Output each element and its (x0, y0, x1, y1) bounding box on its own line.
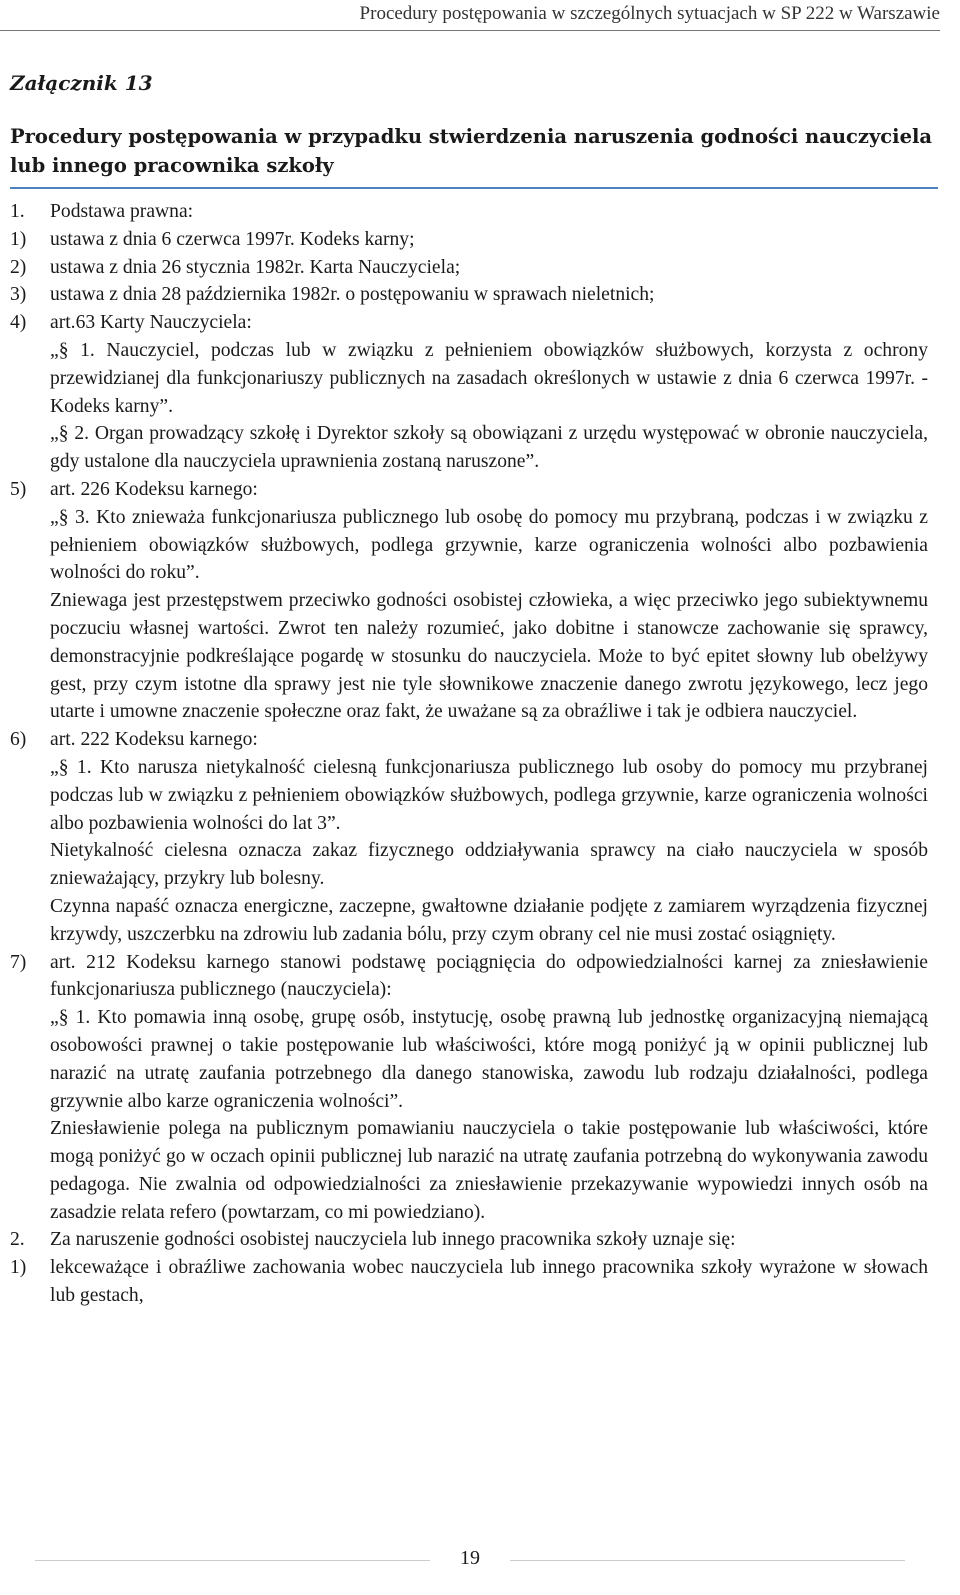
document-body (0, 198, 960, 1310)
legal-quote: „§ 1. Nauczyciel, podczas lub w związku z pełnieniem obowiązków służbowych, korzysta z ochrony przewidzianej dla funkcjonariuszy publicznych na zasadach określonych w ustawie z dnia 6 czerwca 1997r. - Kodeks karny”. (50, 339, 928, 417)
legal-quote: „§ 1. Kto pomawia inną osobę, grupę osób, instytucję, osobę prawną lub jednostkę organizacyjną niemającą osobowości prawnej o takie postępowanie lub właściwości, które mogą poniżyć ją w opinii publicznej lub narazić na utratę zaufania potrzebnego dla danego stanowiska, zawodu lub rodzaju działalności, podlega grzywnie albo karze ograniczenia wolności”. (50, 1007, 928, 1112)
running-header (0, 0, 940, 31)
list-item (0, 726, 960, 754)
list-item-number: 4) (10, 312, 27, 334)
running-header-title: Procedury postępowania w szczególnych sytuacjach w SP 222 w Warszawie (359, 3, 940, 24)
section-heading: Za naruszenie godności osobistej nauczyciela lub innego pracownika szkoły uznaje się: (50, 1229, 736, 1251)
list-item-text: art.63 Karty Nauczyciela: (50, 312, 252, 334)
list-item-number: 1) (10, 228, 27, 250)
list-item-number: 1) (10, 1257, 27, 1279)
explanation-paragraph: Czynna napaść oznacza energiczne, zaczepne, gwałtowne działanie podjęte z zamiarem wyrządzenia fizycznej krzywdy, uszczerbku na zdrowiu lub zadania bólu, przy czym obrany cel nie musi zostać osiągnięty. (50, 895, 928, 945)
list-item-number: 2) (10, 256, 27, 278)
explanation-paragraph: Zniewaga jest przestępstwem przeciwko godności osobistej człowieka, a więc przeciwko jego subiektywnemu poczuciu własnej wartości. Zwrot ten należy rozumieć, jako dobitne i stanowcze zachowanie się sprawcy, demonstracyjnie podkreślające pogardę w stosunku do nauczyciela. Może to być epitet słowny lub obelżywy gest, przy czym istotne dla sprawy jest nie tyle słownikowe znaczenie danego zwrotu językowego, lecz jego utarte i umowne znaczenie społeczne oraz fakt, że uważane są za obraźliwe i tak je odbiera nauczyciel. (50, 590, 928, 723)
list-item (0, 1254, 960, 1310)
list-item-text: lekceważące i obraźliwe zachowania wobec nauczyciela lub innego pracownika szkoły wyrażone w słowach lub gestach, (50, 1257, 928, 1307)
list-item-text: art. 212 Kodeksu karnego stanowi podstawę pociągnięcia do odpowiedzialności karnej za zniesławienie funkcjonariusza publicznego (nauczyciela): (50, 951, 928, 1001)
explanation-paragraph: Zniesławienie polega na publicznym pomawianiu nauczyciela o takie postępowanie lub właściwości, które mogą poniżyć go w oczach opinii publicznej lub narazić na utratę zaufania potrzebną do wykonywania zawodu pedagoga. Nie zwalnia od odpowiedzialności za zniesławienie przekazywanie wypowiedzi innych osób na zasadzie relata refero (powtarzam, co mi powiedziano). (50, 1118, 928, 1223)
list-item (0, 254, 960, 282)
section-1-heading (0, 198, 960, 226)
list-item-text: ustawa z dnia 26 stycznia 1982r. Karta Nauczyciela; (50, 256, 461, 278)
list-item (0, 226, 960, 254)
list-item-text: ustawa z dnia 28 października 1982r. o postępowaniu w sprawach nieletnich; (50, 284, 655, 306)
legal-quote: „§ 3. Kto znieważa funkcjonariusza publicznego lub osobę do pomocy mu przybraną, podczas i w związku z pełnieniem obowiązków służbowych, podlega grzywnie, karze ograniczenia wolności albo pozbawienia wolności do roku”. (50, 506, 928, 584)
section-number: 1. (10, 201, 25, 222)
section-number: 2. (10, 1229, 25, 1251)
list-item-number: 5) (10, 478, 27, 500)
list-item-number: 7) (10, 951, 27, 973)
list-item-number: 3) (10, 284, 27, 306)
legal-quote: „§ 2. Organ prowadzący szkołę i Dyrektor szkoły są obowiązani z urzędu występować w obronie nauczyciela, gdy ustalone dla nauczyciela uprawnienia zostaną naruszone”. (50, 423, 928, 473)
page-number: 19 (460, 1547, 480, 1569)
legal-quote: „§ 1. Kto narusza nietykalność cielesną funkcjonariusza publicznego lub osoby do pomocy mu przybranej podczas lub w związku z pełnieniem obowiązków służbowych, podlega grzywnie, karze ograniczenia wolności albo pozbawienia wolności do lat 3”. (50, 756, 928, 834)
list-item (0, 281, 960, 309)
section-heading: Podstawa prawna: (50, 201, 194, 222)
list-item (0, 476, 960, 504)
list-item (0, 949, 960, 1005)
list-item-text: ustawa z dnia 6 czerwca 1997r. Kodeks karny; (50, 228, 415, 250)
document-title: Procedury postępowania w przypadku stwierdzenia naruszenia godności nauczyciela lub innego pracownika szkoły (10, 125, 933, 177)
list-item (0, 309, 960, 337)
list-item-text: art. 226 Kodeksu karnego: (50, 478, 258, 500)
list-item-number: 6) (10, 729, 27, 751)
explanation-paragraph: Nietykalność cielesna oznacza zakaz fizycznego oddziaływania sprawcy na ciało nauczyciela w sposób znieważający, przykry lub bolesny. (50, 840, 928, 890)
list-item-text: art. 222 Kodeksu karnego: (50, 729, 258, 751)
annex-label: Załącznik 13 (10, 71, 153, 95)
section-2-heading (0, 1226, 960, 1254)
title-underline (10, 187, 938, 189)
